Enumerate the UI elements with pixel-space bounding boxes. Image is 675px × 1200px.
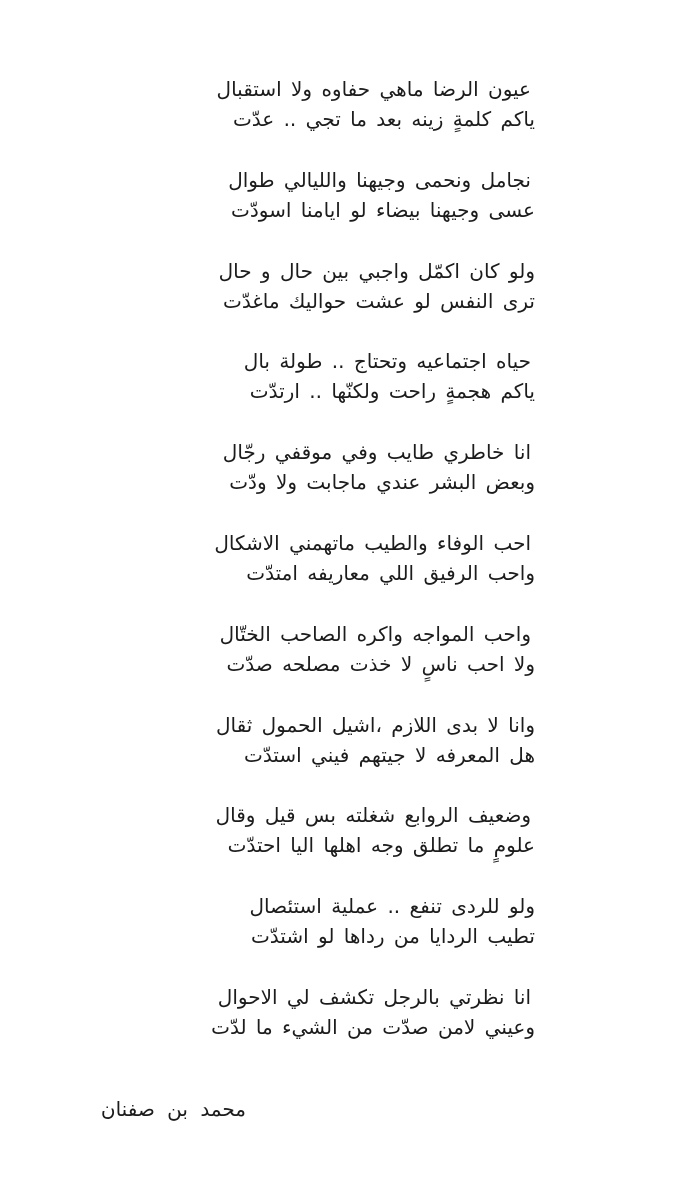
verse-line: انا خاطري طايب وفي موقفي رجّال [222, 440, 531, 465]
verse-line: ولا احب ناسٍ لا خذت مصلحه صدّت [226, 651, 535, 676]
stanza-3 [160, 256, 535, 347]
stanza-6 [160, 528, 535, 619]
stanza-8 [160, 710, 535, 801]
verse-line: واحب المواجه واكره الصاحب الختّال [219, 621, 531, 646]
poem-body [160, 74, 535, 1073]
verse-line: وبعض البشر عندي ماجابت ولا ودّت [229, 470, 535, 495]
verse-line: نجامل ونحمى وجيهنا والليالي طوال [228, 167, 531, 192]
stanza-4 [160, 346, 535, 437]
stanza-2 [160, 165, 535, 256]
verse-line: هل المعرفه لا جيتهم فيني استدّت [243, 742, 535, 767]
verse-line: واحب الرفيق اللي معاريفه امتدّت [246, 560, 535, 585]
verse-line: وانا لا بدى اللازم ،اشيل الحمول ثقال [215, 712, 535, 737]
verse-line: تطيب الردايا من رداها لو اشتدّت [250, 924, 535, 949]
verse-line: ولو للردى تنفع .. عملية استئصال [249, 894, 535, 919]
verse-line: حياه اجتماعيه وتحتاج .. طولة بال [243, 349, 531, 374]
stanza-7 [160, 619, 535, 710]
stanza-1 [160, 74, 535, 165]
stanza-11 [160, 982, 535, 1073]
verse-line: علومٍ ما تطلق وجه اهلها اليا احتدّت [227, 833, 535, 858]
stanza-5 [160, 437, 535, 528]
author-signature: محمد بن صفنان [100, 1097, 246, 1121]
stanza-9 [160, 800, 535, 891]
verse-line: ياكم كلمةٍ زينه بعد ما تجي .. عدّت [232, 107, 535, 131]
verse-line: ترى النفس لو عشت حواليك ماغدّت [222, 288, 535, 313]
verse-line: انا نظرتي بالرجل تكشف لي الاحوال [217, 984, 531, 1009]
verse-line: ياكم هجمةٍ راحت ولكنّها .. ارتدّت [249, 379, 535, 404]
verse-line: احب الوفاء والطيب ماتهمني الاشكال [214, 530, 531, 555]
verse-line: عيون الرضا ماهي حفاوه ولا استقبال [216, 77, 531, 101]
verse-line: ولو كان اكمّل واجبي بين حال و حال [218, 258, 535, 283]
verse-line: عسى وجيهنا بيضاء لو ايامنا اسودّت [231, 197, 535, 222]
stanza-10 [160, 891, 535, 982]
verse-line: وضعيف الروابع شغلته بس قيل وقال [215, 803, 531, 828]
verse-line: وعيني لامن صدّت من الشيء ما لدّت [211, 1014, 535, 1039]
